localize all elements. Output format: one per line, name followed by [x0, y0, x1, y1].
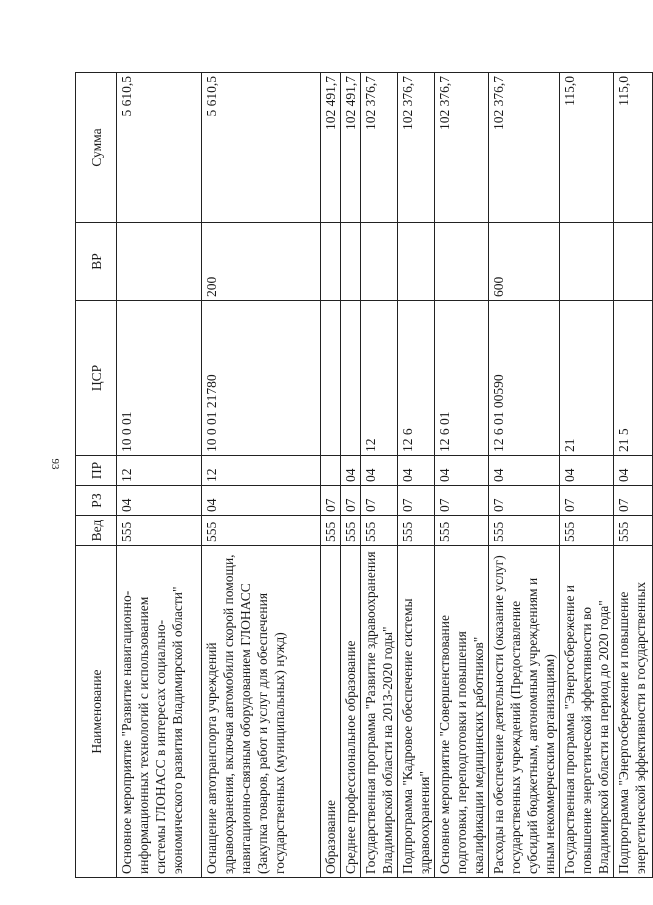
cell-sum: 102 376,7 — [398, 73, 435, 223]
cell-name: Образование — [321, 546, 341, 878]
cell-sum: 115,0 — [614, 73, 653, 223]
cell-ved: 555 — [202, 516, 321, 546]
cell-name: Среднее профессиональное образование — [341, 546, 361, 878]
cell-pr — [321, 456, 341, 486]
cell-rz: 04 — [202, 486, 321, 516]
cell-ved: 555 — [560, 516, 614, 546]
cell-rz: 07 — [560, 486, 614, 516]
cell-rz: 07 — [361, 486, 398, 516]
cell-vr — [341, 223, 361, 301]
cell-pr: 04 — [398, 456, 435, 486]
cell-vr — [560, 223, 614, 301]
cell-vr — [614, 223, 653, 301]
table-row — [560, 73, 614, 878]
cell-sum: 102 491,7 — [341, 73, 361, 223]
cell-name: Государственная программа "Энергосбережение и повышение энергетической эффективности во Владимирской области на период до 2020 года" — [560, 546, 614, 878]
header-sum: Сумма — [76, 73, 117, 223]
cell-name: Основное мероприятие "Развитие навигационно-информационных технологий с использованием системы ГЛОНАСС в интересах социально-экономического развития Владимирской области" — [117, 546, 202, 878]
cell-rz: 07 — [435, 486, 489, 516]
table-row — [489, 73, 560, 878]
cell-sum: 102 491,7 — [321, 73, 341, 223]
cell-vr: 200 — [202, 223, 321, 301]
cell-ved: 555 — [398, 516, 435, 546]
cell-pr: 04 — [361, 456, 398, 486]
cell-name: Подпрограмма "Кадровое обеспечение системы здравоохранения" — [398, 546, 435, 878]
table-row — [614, 73, 653, 878]
cell-csr: 21 5 — [614, 301, 653, 456]
cell-pr: 04 — [489, 456, 560, 486]
cell-vr: 600 — [489, 223, 560, 301]
cell-ved: 555 — [117, 516, 202, 546]
cell-name: Расходы на обеспечение деятельности (оказание услуг) государственных учреждений (Предоставление субсидий бюджетным, автономным учреждениям и иным некоммерческим организациям) — [489, 546, 560, 878]
cell-rz: 07 — [614, 486, 653, 516]
cell-csr: 12 6 01 — [435, 301, 489, 456]
cell-name: Государственная программа "Развитие здравоохранения Владимирской области на 2013-2020 годы" — [361, 546, 398, 878]
cell-name: Оснащение автотранспорта учреждений здравоохранения, включая автомобили скорой помощи, навигационно-связным оборудованием ГЛОНАСС (Закупка товаров, работ и услуг для обеспечения государственных (муниципальных) нужд) — [202, 546, 321, 878]
header-rz: РЗ — [76, 486, 117, 516]
cell-pr: 04 — [614, 456, 653, 486]
cell-vr — [117, 223, 202, 301]
cell-sum: 102 376,7 — [361, 73, 398, 223]
cell-sum: 102 376,7 — [435, 73, 489, 223]
cell-pr: 12 — [117, 456, 202, 486]
cell-csr — [341, 301, 361, 456]
cell-ved: 555 — [321, 516, 341, 546]
cell-rz: 07 — [341, 486, 361, 516]
header-vr: ВР — [76, 223, 117, 301]
budget-table — [75, 72, 653, 878]
cell-pr: 12 — [202, 456, 321, 486]
cell-vr — [435, 223, 489, 301]
cell-sum: 102 376,7 — [489, 73, 560, 223]
cell-ved: 555 — [614, 516, 653, 546]
table-row — [202, 73, 321, 878]
cell-pr: 04 — [341, 456, 361, 486]
table-row — [117, 73, 202, 878]
cell-csr: 12 6 — [398, 301, 435, 456]
rotated-page-content — [75, 73, 648, 878]
cell-vr — [398, 223, 435, 301]
page-number: 93 — [49, 458, 61, 470]
cell-ved: 555 — [361, 516, 398, 546]
cell-ved: 555 — [341, 516, 361, 546]
header-pr: ПР — [76, 456, 117, 486]
table-row — [321, 73, 341, 878]
cell-pr: 04 — [560, 456, 614, 486]
cell-ved: 555 — [435, 516, 489, 546]
cell-sum: 5 610,5 — [202, 73, 321, 223]
header-name: Наименование — [76, 546, 117, 878]
cell-vr — [321, 223, 341, 301]
header-csr: ЦСР — [76, 301, 117, 456]
cell-csr — [321, 301, 341, 456]
cell-rz: 07 — [321, 486, 341, 516]
cell-csr: 12 — [361, 301, 398, 456]
cell-rz: 07 — [398, 486, 435, 516]
table-row — [435, 73, 489, 878]
table-header-row — [76, 73, 117, 878]
cell-csr: 21 — [560, 301, 614, 456]
cell-rz: 07 — [489, 486, 560, 516]
table-row — [398, 73, 435, 878]
cell-csr: 10 0 01 21780 — [202, 301, 321, 456]
cell-name: Подпрограмма "Энергосбережение и повышение энергетической эффективности в государственных — [614, 546, 653, 878]
cell-pr: 04 — [435, 456, 489, 486]
cell-rz: 04 — [117, 486, 202, 516]
cell-name: Основное мероприятие "Совершенствование подготовки, переподготовки и повышения квалификации медицинских работников" — [435, 546, 489, 878]
cell-csr: 12 6 01 00590 — [489, 301, 560, 456]
cell-csr: 10 0 01 — [117, 301, 202, 456]
cell-vr — [361, 223, 398, 301]
header-ved: Вед — [76, 516, 117, 546]
cell-ved: 555 — [489, 516, 560, 546]
cell-sum: 115,0 — [560, 73, 614, 223]
cell-sum: 5 610,5 — [117, 73, 202, 223]
table-row — [361, 73, 398, 878]
table-row — [341, 73, 361, 878]
